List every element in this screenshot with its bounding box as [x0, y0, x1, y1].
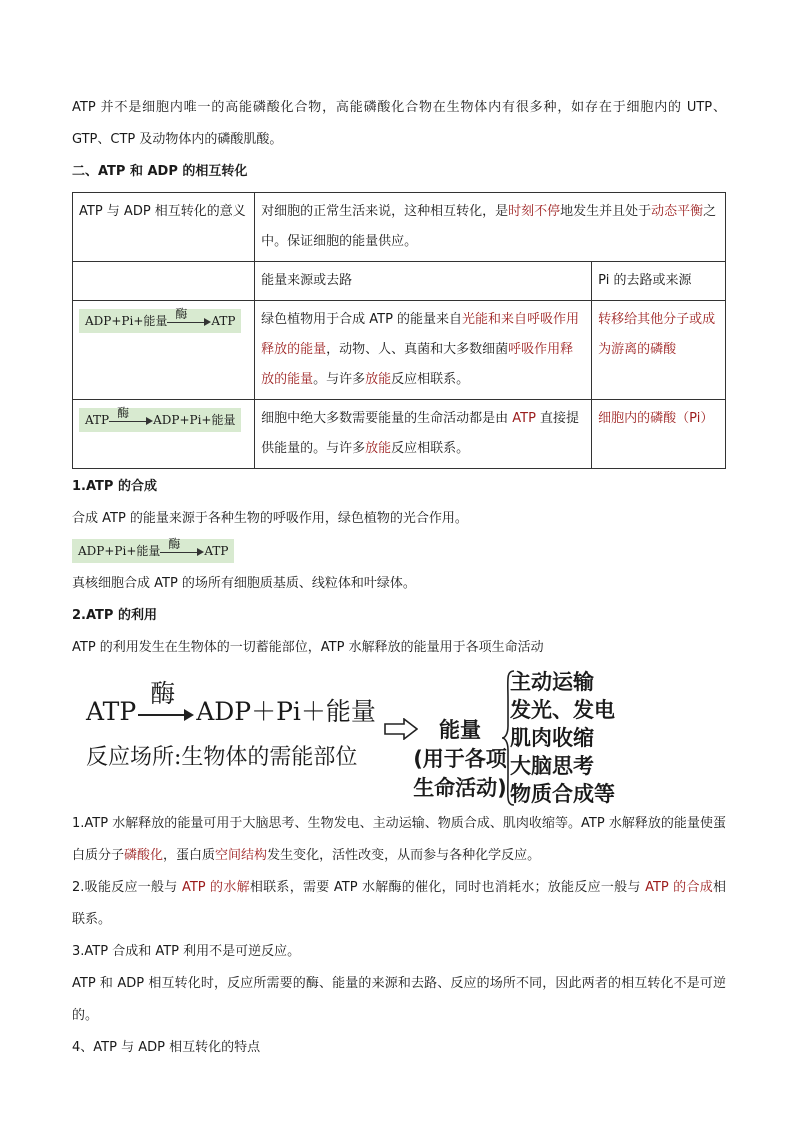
hydrolysis-equation: [79, 405, 241, 432]
reaction-arrow-icon: [109, 405, 153, 427]
highlight-text: 时刻不停: [508, 204, 561, 219]
section-heading: 二、ATP 和 ADP 的相互转化: [72, 164, 248, 179]
text-span: 反应相联系。: [391, 372, 470, 387]
energy-line: 能量: [439, 718, 481, 742]
equation-products: ATP: [204, 544, 229, 558]
list-item: 主动运输: [510, 670, 594, 694]
text-span: 直接提供能量的。与许多: [261, 411, 580, 456]
synthesis-equation: [79, 306, 241, 333]
equation-products: ADP+Pi+能量: [153, 413, 236, 427]
equation-reactants: ADP+Pi+能量: [78, 544, 161, 558]
table-cell-energy: [255, 400, 592, 469]
table-cell-meaning: [255, 193, 726, 262]
highlight-text: ATP 的水解: [181, 880, 250, 895]
subsection-heading: 1.ATP 的合成: [72, 479, 157, 494]
table-cell-label: ATP 与 ADP 相互转化的意义: [73, 193, 255, 262]
text-span: 绿色植物用于合成 ATP 的能量来自: [261, 312, 463, 327]
paragraph: 合成 ATP 的能量来源于各种生物的呼吸作用，绿色植物的光合作用。: [72, 511, 468, 526]
reaction-arrow-icon: [160, 536, 204, 558]
conversion-table: [72, 192, 726, 469]
paragraph: 真核细胞合成 ATP 的场所有细胞质基质、线粒体和叶绿体。: [72, 576, 416, 591]
energy-line: 生命活动): [413, 776, 507, 800]
text-span: 1.ATP 水解释放的能量可用于大脑思考、生物发电、主动运输、物质合成、肌肉收缩等。ATP 水解释放的能量使蛋白质分子: [72, 816, 726, 863]
table-header-cell: 能量来源或去路: [255, 262, 592, 301]
text-span: 发生变化，活性改变，从而参与各种化学反应。: [267, 848, 541, 863]
highlight-text: 动态平衡: [651, 204, 704, 219]
list-item: 物质合成等: [510, 782, 615, 806]
enzyme-label: 酶: [117, 405, 130, 420]
enzyme-label: 酶: [175, 306, 188, 321]
highlight-text: 空间结构: [215, 848, 268, 863]
text-span: 对细胞的正常生活来说，这种相互转化，是: [261, 204, 509, 219]
equation-reactants: ATP: [85, 413, 110, 427]
hydrolysis-equation: [86, 678, 376, 728]
highlight-text: 磷酸化: [124, 848, 164, 863]
table-cell-equation: [73, 400, 255, 469]
table-header-cell: Pi 的去路或来源: [592, 262, 726, 301]
table-header-cell: [73, 262, 255, 301]
table-cell-energy: [255, 301, 592, 400]
text-span: ，蛋白质: [163, 848, 216, 863]
reaction-arrow-icon: [167, 306, 211, 328]
document-page: [72, 92, 726, 1064]
intro-paragraph: ATP 并不是细胞内唯一的高能磷酸化合物，高能磷酸化合物在生物体内有很多种，如存在于细胞内的 UTP、GTP、CTP 及动物体内的磷酸肌酸。: [72, 100, 726, 147]
equation-reactant: ATP: [86, 697, 137, 726]
table-row: [73, 193, 726, 262]
paragraph: ATP 的利用发生在生物体的一切蓄能部位，ATP 水解释放的能量用于各项生命活动: [72, 640, 544, 655]
energy-uses-list: [510, 668, 615, 808]
text-span: 之中。保证细胞的能量供应。: [261, 204, 717, 249]
highlight-text: 呼吸作用释放的能量: [261, 342, 574, 387]
table-cell-equation: [73, 301, 255, 400]
table-row: [73, 400, 726, 469]
text-span: 2.吸能反应一般与: [72, 880, 182, 895]
equation-products: ATP: [211, 314, 236, 328]
highlight-text: 放能: [365, 441, 392, 456]
synthesis-equation: [72, 536, 234, 563]
note-1: [72, 808, 726, 872]
highlight-text: 放能: [365, 372, 392, 387]
text-span: 相联系。: [72, 880, 727, 927]
table-cell-pi: 细胞内的磷酸（Pi）: [592, 400, 726, 469]
note-4: 4、ATP 与 ADP 相互转化的特点: [72, 1040, 261, 1055]
atp-utilization-diagram: [72, 668, 726, 808]
list-item: 肌肉收缩: [510, 726, 594, 750]
equation-line: [72, 535, 726, 568]
note-2: [72, 872, 726, 936]
table-row: [73, 301, 726, 400]
reaction-site-label: 反应场所:生物体的需能部位: [86, 745, 358, 770]
highlight-text: 光能和来自呼吸作用释放的能量: [261, 312, 580, 357]
note-3: 3.ATP 合成和 ATP 利用不是可逆反应。: [72, 944, 301, 959]
enzyme-label: 酶: [150, 678, 176, 708]
equation-reactants: ADP+Pi+能量: [85, 314, 168, 328]
text-span: 相联系，需要 ATP 水解酶的催化，同时也消耗水；放能反应一般与: [249, 880, 646, 895]
highlight-text: ATP: [512, 411, 536, 426]
subsection-heading: 2.ATP 的利用: [72, 608, 157, 623]
reaction-arrow-icon: [138, 678, 194, 724]
text-span: 反应相联系。: [391, 441, 470, 456]
note-3-explanation: ATP 和 ADP 相互转化时，反应所需要的酶、能量的来源和去路、反应的场所不同，因此两者的相互转化不是可逆的。: [72, 976, 726, 1023]
hydrolysis-block: [86, 678, 376, 771]
text-span: 。与许多: [313, 372, 366, 387]
energy-line: (用于各项: [413, 747, 507, 771]
text-span: 地发生并且处于: [560, 204, 652, 219]
list-item: 大脑思考: [510, 754, 594, 778]
text-span: 细胞中绝大多数需要能量的生命活动都是由: [261, 411, 513, 426]
list-item: 发光、发电: [510, 698, 615, 722]
table-header-row: [73, 262, 726, 301]
table-cell-pi: 转移给其他分子或成为游离的磷酸: [592, 301, 726, 400]
highlight-text: ATP 的合成: [645, 880, 713, 895]
text-span: ，动物、人、真菌和大多数细菌: [326, 342, 509, 357]
equation-products: ADP＋Pi＋能量: [196, 697, 376, 726]
enzyme-label: 酶: [168, 536, 181, 551]
